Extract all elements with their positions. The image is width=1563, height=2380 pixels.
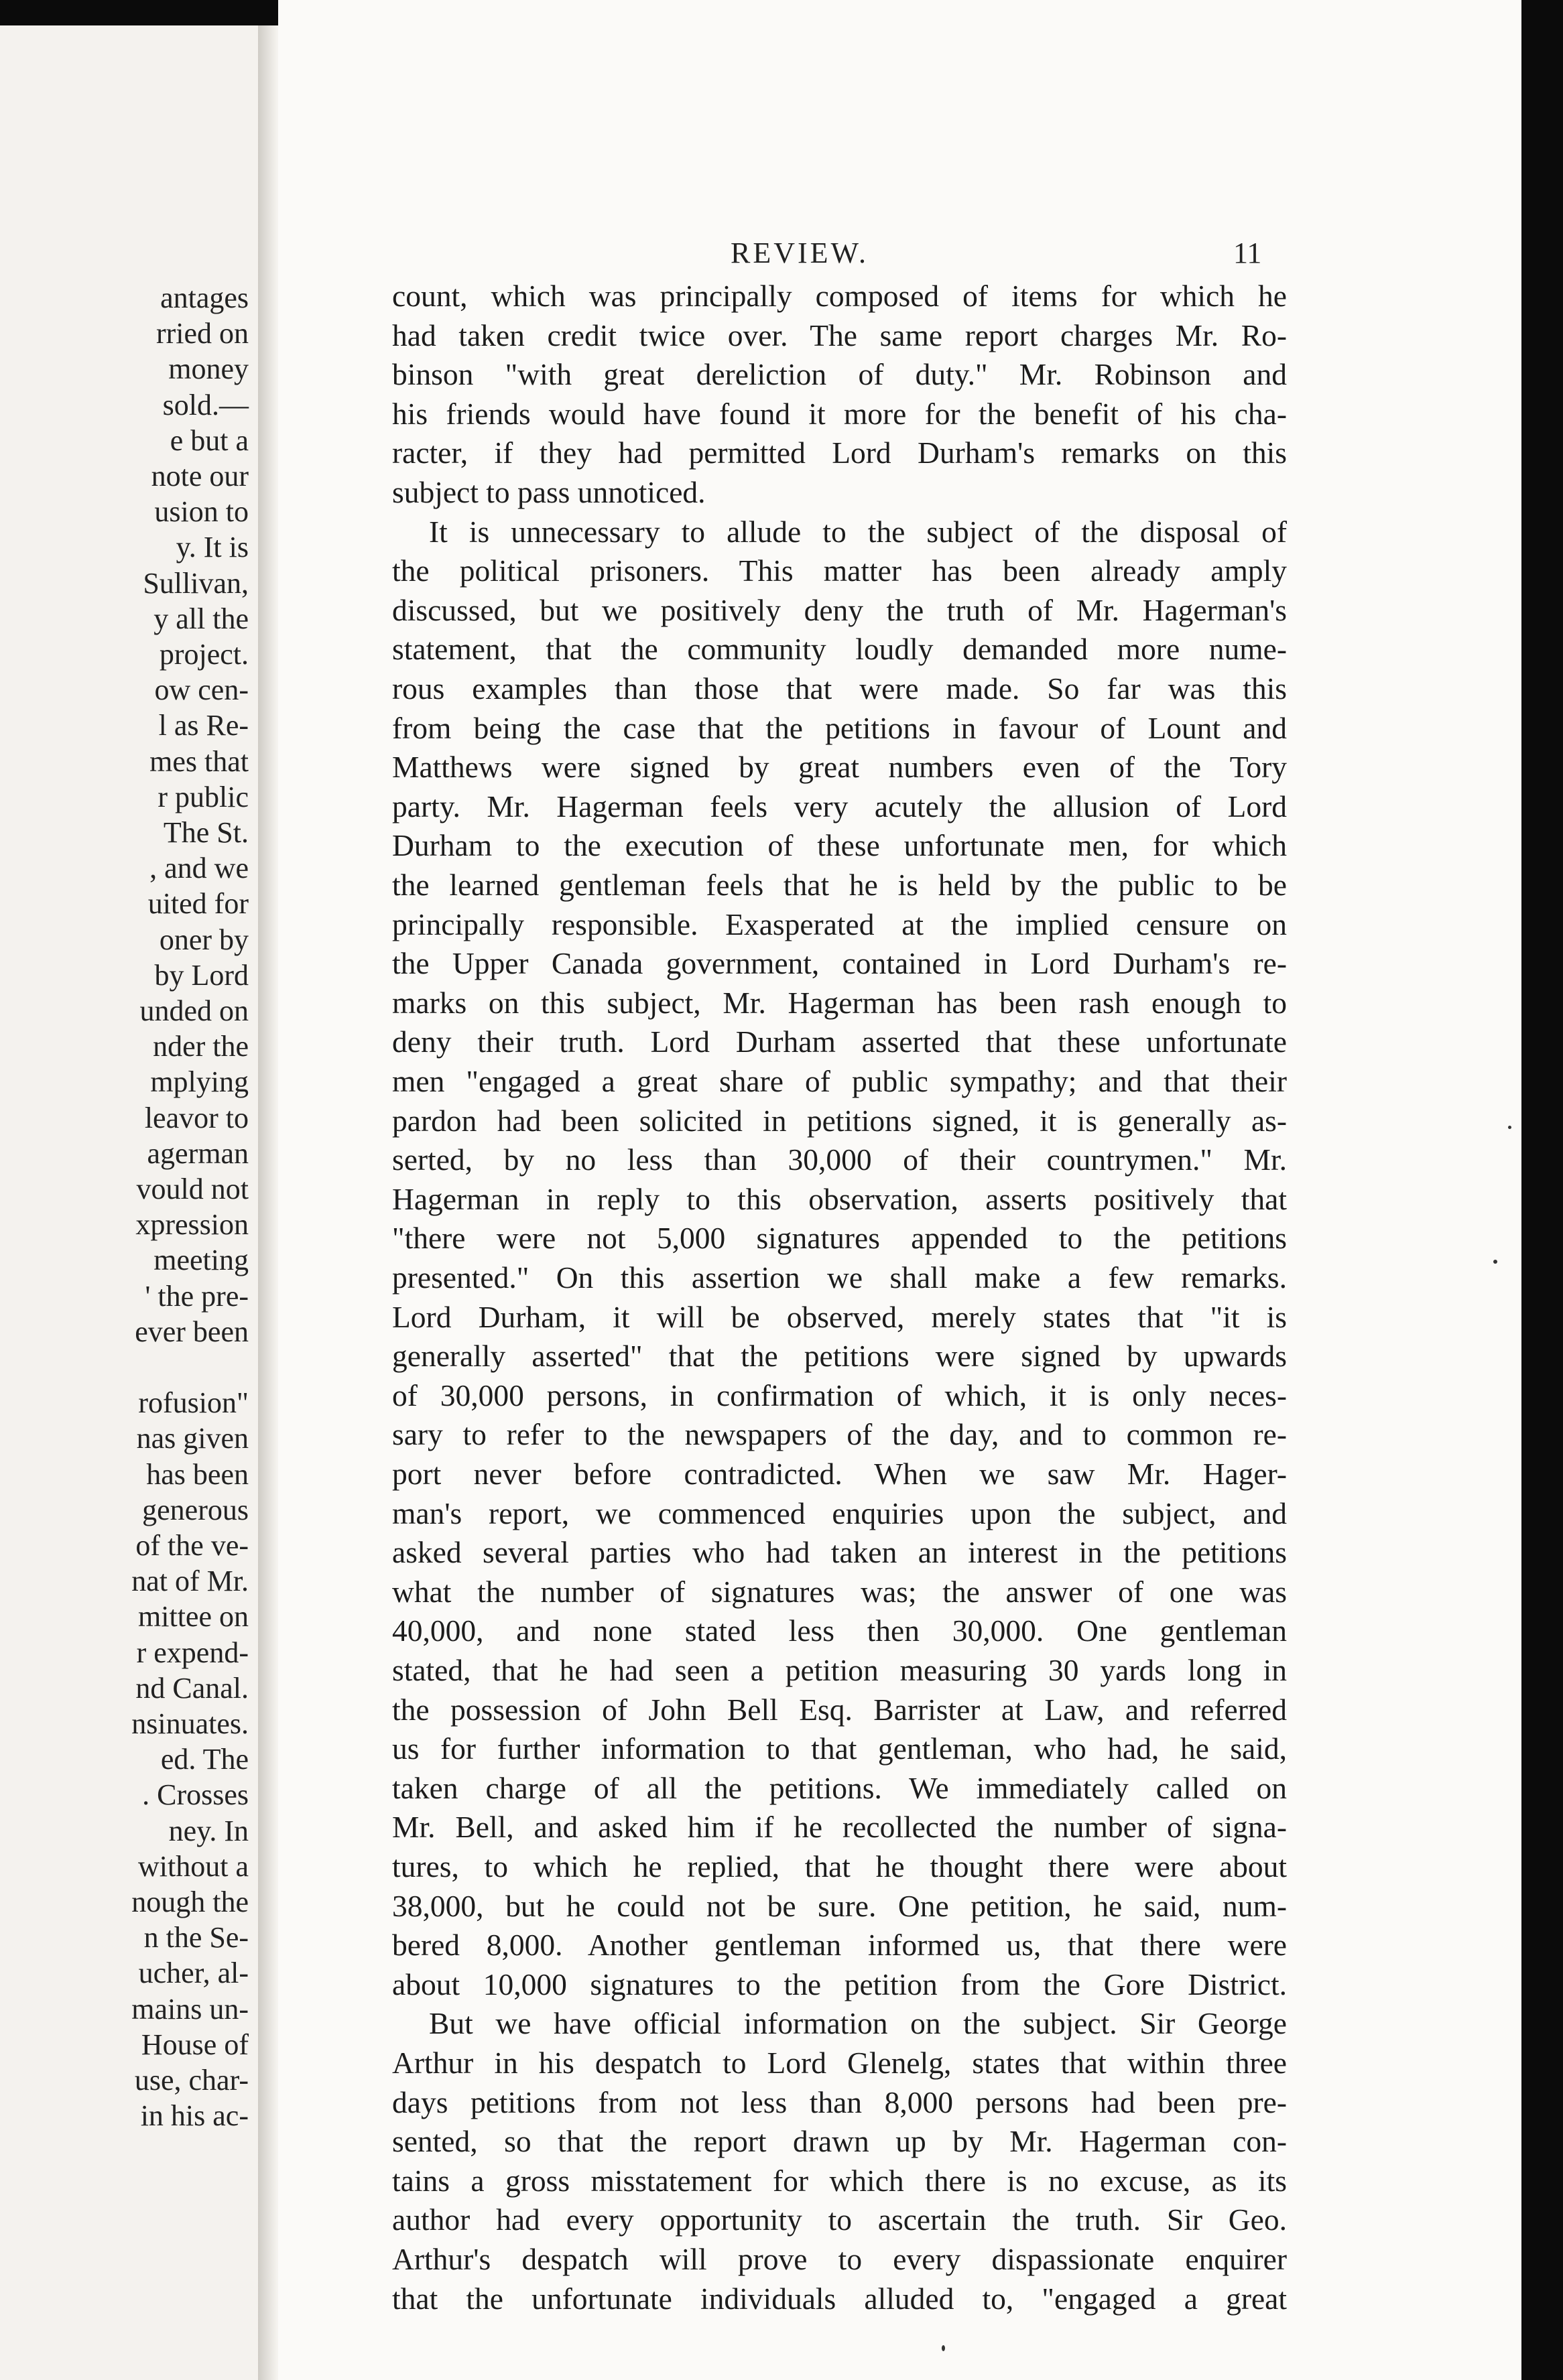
text-line: racter, if they had permitted Lord Durham's remarks on this xyxy=(392,436,1287,470)
book-gutter xyxy=(258,25,278,2380)
page-edge xyxy=(1521,0,1563,2380)
facing-page-line: leavor to xyxy=(144,1101,249,1134)
facing-page-line: oner by xyxy=(159,923,249,956)
running-head: REVIEW. xyxy=(731,237,869,269)
text-line: sented, so that the report drawn up by Mr. Hagerman con- xyxy=(392,2124,1287,2159)
text-line: author had every opportunity to ascertain the truth. Sir Geo. xyxy=(392,2202,1287,2237)
text-line: days petitions from not less than 8,000 persons had been pre- xyxy=(392,2085,1287,2119)
facing-page-line: Sullivan, xyxy=(143,566,249,600)
facing-page-line: mittee on xyxy=(138,1600,249,1634)
speck-mark xyxy=(1508,1126,1511,1129)
facing-page-line: note our xyxy=(151,460,249,492)
text-line: men "engaged a great share of public sympathy; and that their xyxy=(392,1064,1287,1098)
facing-page-line: e but a xyxy=(170,423,249,457)
text-line: presented." On this assertion we shall make a few remarks. xyxy=(392,1260,1287,1295)
text-line: Mr. Bell, and asked him if he recollected the number of signa- xyxy=(392,1810,1287,1845)
text-line: statement, that the community loudly demanded more nume- xyxy=(392,632,1287,667)
text-line: from being the case that the petitions in favour of Lount and xyxy=(392,710,1287,745)
text-line: what the number of signatures was; the answer of one was xyxy=(392,1574,1287,1609)
facing-page-line: meeting xyxy=(153,1244,249,1277)
speck-mark xyxy=(942,2345,945,2351)
facing-page-line: mplying xyxy=(150,1065,249,1099)
facing-page-line: The St. xyxy=(163,816,249,849)
facing-page-line: uited for xyxy=(147,887,249,921)
facing-page-line: nough the xyxy=(131,1886,249,1918)
text-line: that the unfortunate individuals alluded to, "engaged a great xyxy=(392,2281,1287,2316)
facing-page-line: sold.— xyxy=(162,388,249,421)
facing-page-line: , and we xyxy=(149,852,249,885)
text-line: Durham to the execution of these unfortunate men, for which xyxy=(392,828,1287,863)
facing-page-line: r expend- xyxy=(136,1636,249,1669)
text-line: Arthur in his despatch to Lord Glenelg, states that within three xyxy=(392,2046,1287,2080)
text-line: the Upper Canada government, contained in Lord Durham's re- xyxy=(392,946,1287,981)
facing-page-line: usion to xyxy=(154,495,249,529)
facing-page-line: ed. The xyxy=(160,1743,249,1776)
facing-page-line: rried on xyxy=(155,317,249,350)
text-line: principally responsible. Exasperated at the implied censure on xyxy=(392,907,1287,941)
text-line: tains a gross misstatement for which there is no excuse, as its xyxy=(392,2163,1287,2198)
facing-page-line: ow cen- xyxy=(154,673,249,707)
facing-page-line: y all the xyxy=(153,602,249,635)
facing-page-line: nat of Mr. xyxy=(131,1565,249,1598)
facing-page-line: generous xyxy=(142,1493,249,1526)
facing-page-line: project. xyxy=(159,638,249,671)
text-line: taken charge of all the petitions. We immediately called on xyxy=(392,1770,1287,1805)
text-line: about 10,000 signatures to the petition from the Gore District. xyxy=(392,1967,1287,2001)
text-line: pardon had been solicited in petitions signed, it is generally as- xyxy=(392,1103,1287,1138)
facing-page-line: money xyxy=(168,352,249,386)
text-line: party. Mr. Hagerman feels very acutely the allusion of Lord xyxy=(392,789,1287,823)
facing-page-line: mains un- xyxy=(131,1992,249,2026)
text-line: discussed, but we positively deny the truth of Mr. Hagerman's xyxy=(392,592,1287,627)
facing-page-line: . Crosses xyxy=(142,1778,249,1812)
facing-page-line: rofusion" xyxy=(138,1386,249,1420)
facing-page-line: unded on xyxy=(139,994,249,1027)
text-line: marks on this subject, Mr. Hagerman has been rash enough to xyxy=(392,985,1287,1020)
facing-page-line: agerman xyxy=(147,1136,249,1170)
facing-page-line: ucher, al- xyxy=(138,1957,249,1990)
facing-page-line: y. It is xyxy=(176,531,249,564)
facing-page-line: nsinuates. xyxy=(131,1707,249,1740)
text-line: sary to refer to the newspapers of the day, and to common re- xyxy=(392,1417,1287,1452)
text-line: man's report, we commenced enquiries upon the subject, and xyxy=(392,1496,1287,1530)
text-line: Hagerman in reply to this observation, asserts positively that xyxy=(392,1181,1287,1216)
speck-mark xyxy=(1493,1260,1497,1264)
text-line: the learned gentleman feels that he is held by the public to be xyxy=(392,868,1287,902)
facing-page-line: ever been xyxy=(135,1315,249,1348)
text-line: of 30,000 persons, in confirmation of which, it is only neces- xyxy=(392,1378,1287,1412)
facing-page-line: vould not xyxy=(136,1173,249,1205)
facing-page-line: ' the pre- xyxy=(145,1279,249,1313)
text-line: It is unnecessary to allude to the subject of the disposal of xyxy=(429,514,1287,549)
text-line: 40,000, and none stated less then 30,000. One gentleman xyxy=(392,1613,1287,1648)
facing-page-line: by Lord xyxy=(154,958,249,992)
text-line: serted, by no less than 30,000 of their countrymen." Mr. xyxy=(392,1142,1287,1177)
text-line: binson "with great dereliction of duty." Mr. Robinson and xyxy=(392,357,1287,392)
text-line: But we have official information on the subject. Sir George xyxy=(429,2006,1287,2041)
facing-page-line: nder the xyxy=(153,1030,249,1063)
facing-page-line: in his ac- xyxy=(140,2099,249,2133)
facing-page-line: r public xyxy=(158,780,249,813)
facing-page-line: n the Se- xyxy=(143,1921,249,1955)
text-line: deny their truth. Lord Durham asserted that these unfortunate xyxy=(392,1024,1287,1059)
facing-page-line: without a xyxy=(138,1849,249,1883)
facing-page-line: use, char- xyxy=(134,2064,249,2097)
text-line: subject to pass unnoticed. xyxy=(392,475,706,509)
facing-page-line: mes that xyxy=(149,744,249,778)
text-line: tures, to which he replied, that he thought there were about xyxy=(392,1849,1287,1883)
text-line: rous examples than those that were made. So far was this xyxy=(392,671,1287,706)
facing-page-line: of the ve- xyxy=(135,1529,249,1562)
text-line: 38,000, but he could not be sure. One petition, he said, num- xyxy=(392,1888,1287,1923)
facing-page-line: has been xyxy=(146,1457,249,1491)
text-line: Matthews were signed by great numbers even of the Tory xyxy=(392,750,1287,785)
text-line: Arthur's despatch will prove to every dispassionate enquirer xyxy=(392,2242,1287,2276)
text-line: stated, that he had seen a petition measuring 30 yards long in xyxy=(392,1653,1287,1687)
text-line: bered 8,000. Another gentleman informed us, that there were xyxy=(392,1928,1287,1963)
text-line: Lord Durham, it will be observed, merely states that "it is xyxy=(392,1299,1287,1334)
text-line: "there were not 5,000 signatures appended to the petitions xyxy=(392,1221,1287,1256)
text-line: had taken credit twice over. The same report charges Mr. Ro- xyxy=(392,318,1287,352)
text-line: generally asserted" that the petitions were signed by upwards xyxy=(392,1339,1287,1374)
facing-page-fragment xyxy=(0,25,258,2380)
facing-page-line: antages xyxy=(160,281,249,314)
text-line: count, which was principally composed of items for which he xyxy=(392,279,1287,313)
facing-page-line: nas given xyxy=(136,1422,249,1455)
text-line: his friends would have found it more for the benefit of his cha- xyxy=(392,396,1287,431)
facing-page-line: House of xyxy=(141,2028,249,2061)
facing-page-line: xpression xyxy=(135,1208,249,1242)
facing-page-line: ney. In xyxy=(168,1814,249,1847)
text-line: us for further information to that gentleman, who had, he said, xyxy=(392,1731,1287,1766)
text-line: the possession of John Bell Esq. Barrister at Law, and referred xyxy=(392,1692,1287,1727)
text-line: asked several parties who had taken an interest in the petitions xyxy=(392,1535,1287,1570)
text-line: port never before contradicted. When we saw Mr. Hager- xyxy=(392,1457,1287,1491)
facing-page-line: nd Canal. xyxy=(135,1671,249,1705)
facing-page-line: l as Re- xyxy=(158,709,249,742)
page-number: 11 xyxy=(1233,237,1262,269)
text-line: the political prisoners. This matter has been already amply xyxy=(392,553,1287,588)
